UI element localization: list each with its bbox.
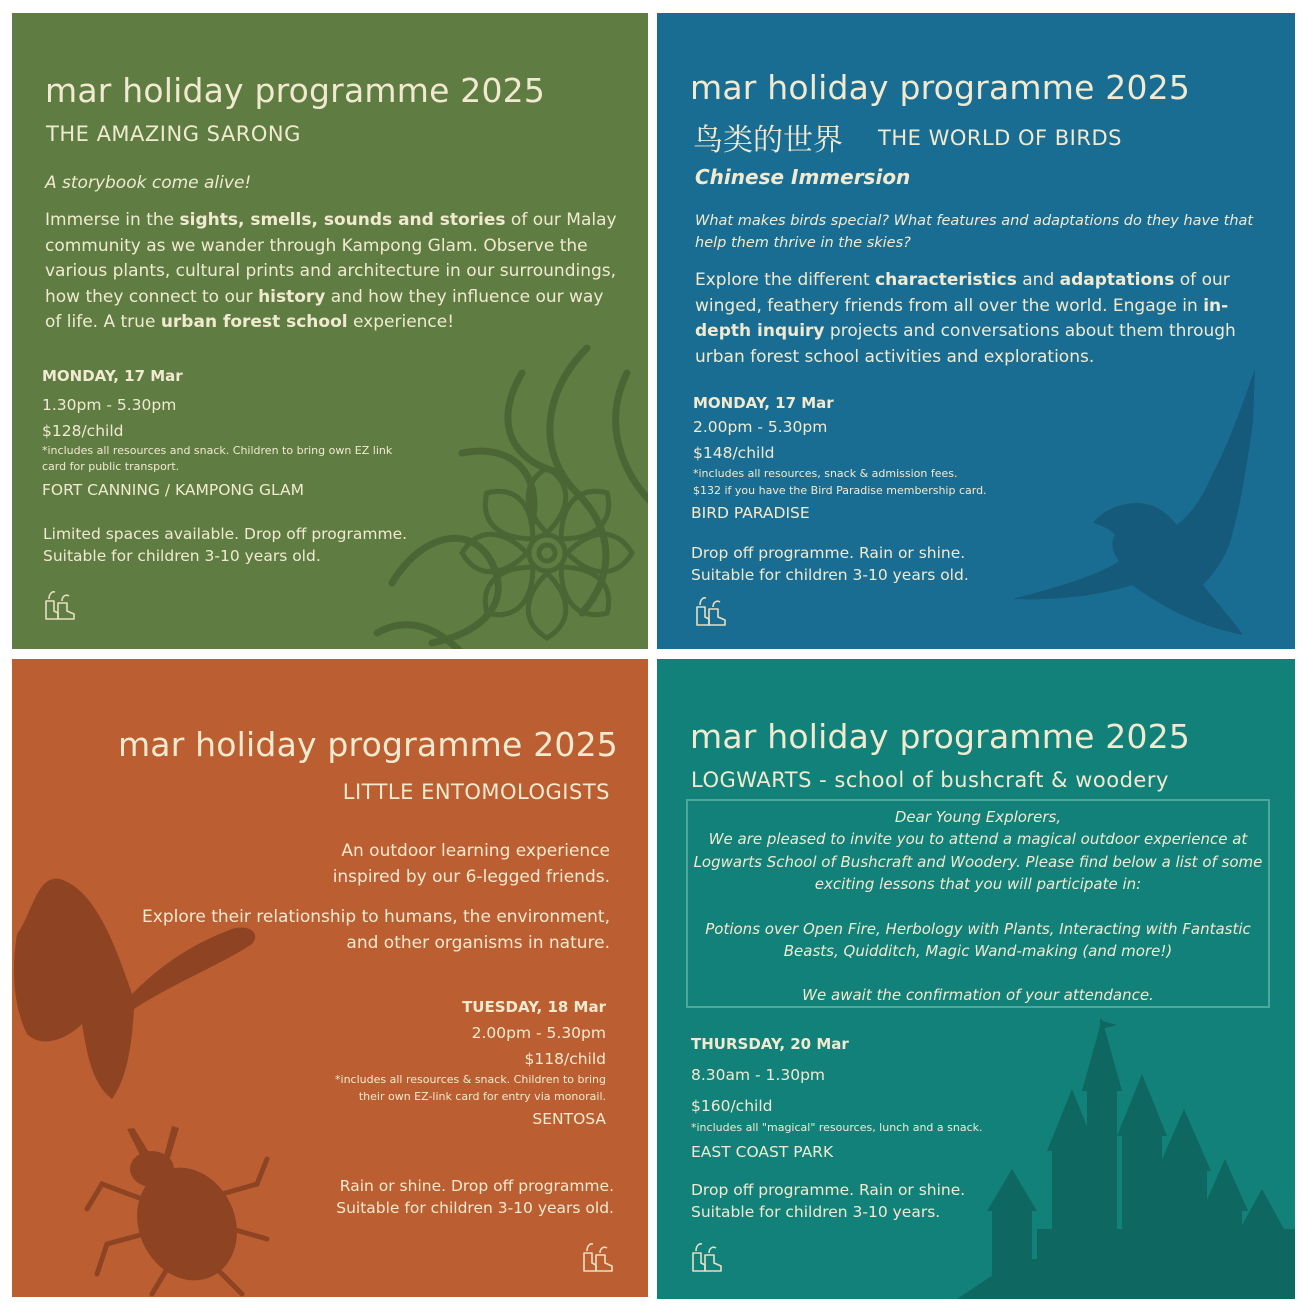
panel-title: mar holiday programme 2025 (117, 725, 618, 764)
programme-time: 8.30am - 1.30pm (691, 1066, 826, 1084)
programme-name: LITTLE ENTOMOLOGISTS (342, 780, 610, 804)
programme-time: 1.30pm - 5.30pm (42, 396, 177, 414)
description: Immerse in the sights, smells, sounds and stories of our Malay community as we wander through Kampong Glam. Observe the various plants, cultural prints and architecture in our surroundings, how they connect to our history and how they influence our way of life. A true urban forest school experience! (45, 210, 617, 333)
programme-name: LOGWARTS - school of bushcraft & woodery (691, 768, 1169, 792)
footer-line-1: Drop off programme. Rain or shine. (691, 1181, 966, 1199)
programme-location: SENTOSA (532, 1110, 606, 1128)
price-note: *includes all "magical" resources, lunch and a snack. (691, 1121, 983, 1134)
footer-line-1: Drop off programme. Rain or shine. (691, 544, 966, 562)
programme-price: $160/child (691, 1097, 773, 1115)
boots-logo-icon (691, 591, 731, 631)
question: What makes birds special? What features and adaptations do they have that help them thrive in the skies? (695, 213, 1254, 251)
price-note: *includes all resources & snack. Children to bring (335, 1073, 606, 1086)
boots-logo-icon (40, 585, 80, 625)
boots-logo-icon (578, 1237, 618, 1277)
immersion-tag: Chinese Immersion (695, 165, 911, 189)
programme-day: MONDAY, 17 Mar (42, 367, 183, 385)
programme-price: $118/child (524, 1050, 606, 1068)
programme-day: MONDAY, 17 Mar (693, 394, 834, 412)
tagline: A storybook come alive! (45, 173, 252, 193)
letter-line: Logwarts School of Bushcraft and Woodery. Please find below a list of some (693, 852, 1263, 871)
programme-time: 2.00pm - 5.30pm (693, 418, 828, 436)
letter-line: Potions over Open Fire, Herbology with Plants, Interacting with Fantastic (705, 919, 1251, 938)
emphasis: sights, smells, sounds and stories (179, 210, 506, 230)
panel-title: mar holiday programme 2025 (690, 68, 1191, 107)
description-line-2: inspired by our 6-legged friends. (332, 867, 610, 887)
letter-line: exciting lessons that you will participate in: (814, 875, 1142, 894)
programme-day: TUESDAY, 18 Mar (462, 998, 606, 1016)
chinese-title: 鸟类的世界 (693, 123, 843, 158)
programme-time: 2.00pm - 5.30pm (471, 1024, 606, 1042)
transport-note: their own EZ-link card for entry via monorail. (358, 1090, 606, 1103)
price-note: *includes all resources, snack & admission fees. (693, 467, 958, 480)
beetle-silhouette-icon (72, 1124, 272, 1297)
footer-line-1: Rain or shine. Drop off programme. (339, 1177, 614, 1195)
footer-line-2: Suitable for children 3-10 years old. (43, 547, 321, 565)
castle-silhouette-icon (957, 1019, 1295, 1299)
description-line-4: and other organisms in nature. (346, 933, 610, 953)
letter-line: Beasts, Quidditch, Magic Wand-making (and more!) (783, 942, 1173, 961)
emphasis: adaptations (1059, 270, 1175, 290)
footer-line-2: Suitable for children 3-10 years old. (691, 566, 969, 584)
emphasis: history (258, 286, 326, 307)
description-line-1: An outdoor learning experience (341, 841, 610, 861)
programme-price: $148/child (693, 444, 775, 462)
programme-name: THE WORLD OF BIRDS (878, 126, 1122, 150)
emphasis: in-depth inquiry (695, 295, 1229, 342)
description: Explore the different characteristics and adaptations of our winged, feathery friends from all over the world. Engage in in-depth inquiry projects and conversations about them through urban forest school activities and explorations. (695, 270, 1236, 367)
price-note: *includes all resources and snack. Children to bring own EZ link card for public transport. (42, 444, 393, 473)
programme-price: $128/child (42, 422, 124, 440)
emphasis: characteristics (875, 270, 1017, 290)
footer-line-2: Suitable for children 3-10 years old. (336, 1199, 614, 1217)
programme-day: THURSDAY, 20 Mar (691, 1035, 849, 1053)
panel-amazing-sarong (12, 13, 648, 649)
letter-line: We await the confirmation of your attendance. (802, 986, 1154, 1005)
panel-world-of-birds (657, 13, 1295, 649)
emphasis: urban forest school (160, 312, 348, 333)
boots-logo-icon (687, 1237, 727, 1277)
footer-line-2: Suitable for children 3-10 years. (691, 1203, 941, 1221)
description-line-3: Explore their relationship to humans, the environment, (142, 907, 610, 927)
programme-name: THE AMAZING SARONG (46, 122, 301, 146)
letter-line: Dear Young Explorers, (894, 808, 1062, 826)
membership-note: $132 if you have the Bird Paradise membership card. (693, 484, 987, 497)
footer-line-1: Limited spaces available. Drop off programme. (43, 525, 408, 543)
panel-logwarts (657, 659, 1295, 1299)
letter-line: We are pleased to invite you to attend a magical outdoor experience at (708, 830, 1248, 849)
programme-location: BIRD PARADISE (691, 504, 810, 522)
programme-location: EAST COAST PARK (691, 1143, 834, 1161)
eagle-silhouette-icon (1007, 363, 1267, 638)
invitation-letter (686, 806, 1270, 1007)
programme-location: FORT CANNING / KAMPONG GLAM (42, 481, 304, 499)
panel-title: mar holiday programme 2025 (45, 71, 546, 110)
batik-flower-icon (372, 333, 648, 649)
panel-title: mar holiday programme 2025 (690, 717, 1191, 756)
panel-little-entomologists (12, 659, 648, 1297)
